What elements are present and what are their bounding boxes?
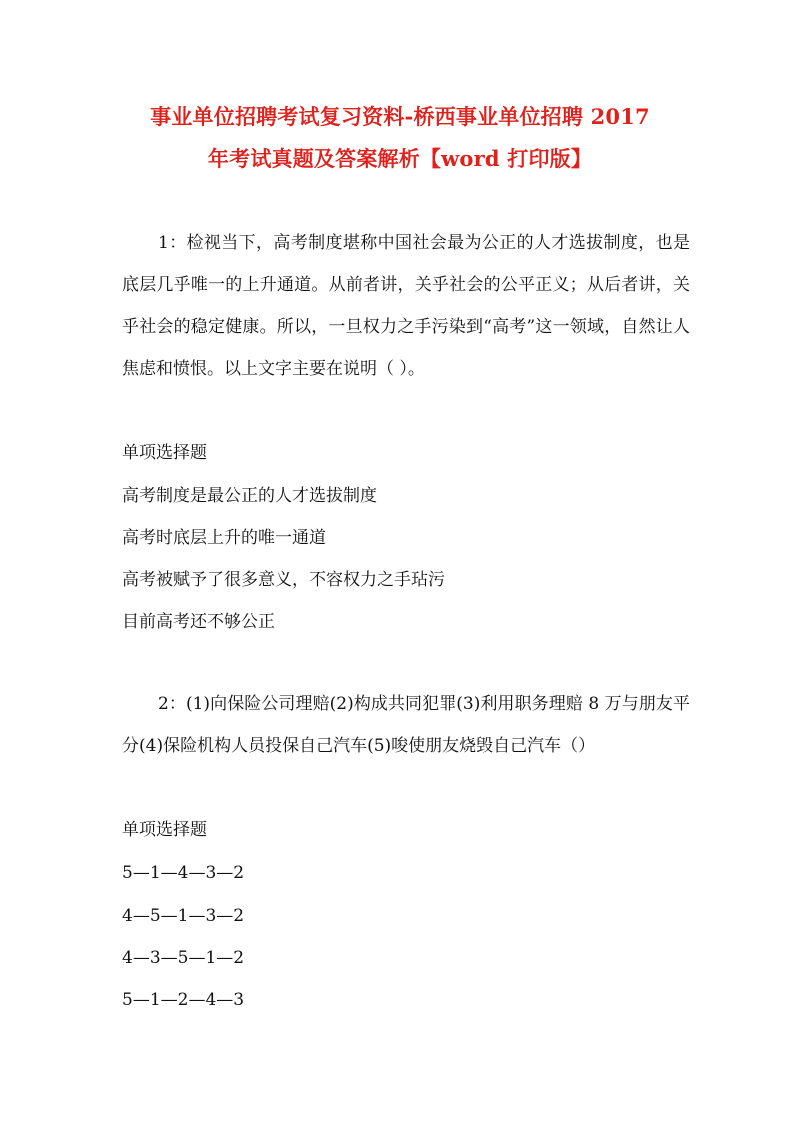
question-1-option-d: 目前高考还不够公正	[122, 612, 275, 632]
question-2-option-c: 4—3—5—1—2	[122, 948, 245, 968]
title-line-1: 事业单位招聘考试复习资料-桥西事业单位招聘 2017	[150, 104, 650, 129]
question-2-option-a: 5—1—4—3—2	[122, 863, 245, 883]
title-line-2: 年考试真题及答案解析【word 打印版】	[207, 146, 593, 171]
document-title	[100, 96, 700, 180]
question-1-type: 单项选择题	[122, 443, 207, 463]
question-2-option-b: 4—5—1—3—2	[122, 906, 245, 926]
question-2-type: 单项选择题	[122, 820, 207, 840]
question-1-option-b: 高考时底层上升的唯一通道	[122, 528, 326, 548]
question-2-text: 2：(1)向保险公司理赔(2)构成共同犯罪(3)利用职务理赔 8 万与朋友平分(4)保险机构人员投保自己汽车(5)唆使朋友烧毁自己汽车（）	[122, 694, 690, 756]
question-1-option-c: 高考被赋予了很多意义，不容权力之手玷污	[122, 570, 445, 590]
question-2-option-d: 5—1—2—4—3	[122, 990, 245, 1010]
question-1-option-a: 高考制度是最公正的人才选拔制度	[122, 486, 377, 506]
question-1-text: 1：检视当下，高考制度堪称中国社会最为公正的人才选拔制度，也是底层几乎唯一的上升通道。从前者讲，关乎社会的公平正义；从后者讲，关乎社会的稳定健康。所以，一旦权力之手污染到“高考”这一领域，自然让人焦虑和愤恨。以上文字主要在说明（ ）。	[122, 233, 690, 379]
